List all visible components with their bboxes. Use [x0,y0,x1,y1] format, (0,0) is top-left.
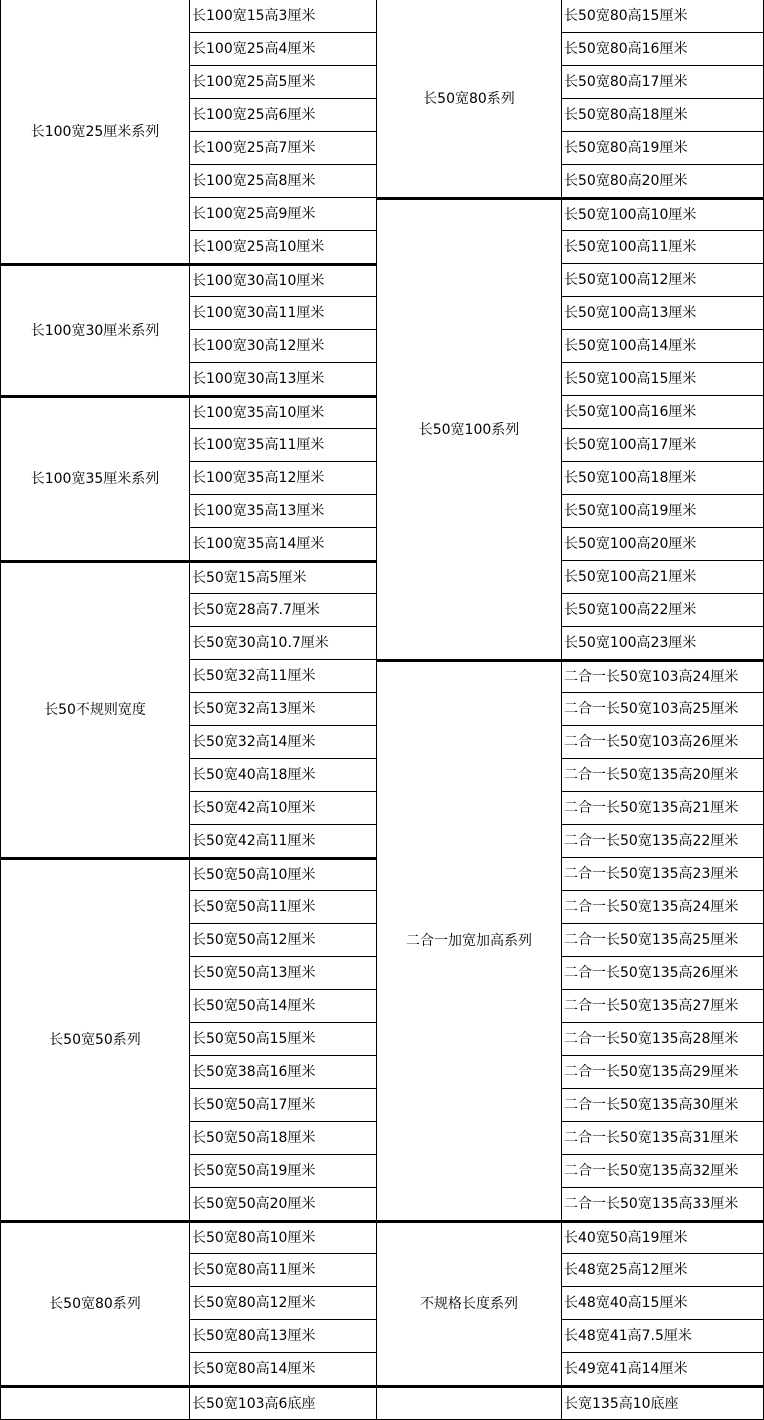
right-spec-cell: 二合一长50宽103高24厘米 [562,660,764,693]
left-spec-cell: 长50宽50高17厘米 [190,1089,377,1122]
right-spec-cell: 二合一长50宽103高26厘米 [562,726,764,759]
right-group-label [377,1386,562,1420]
right-spec-cell: 二合一长50宽135高24厘米 [562,891,764,924]
left-spec-cell: 长50宽50高18厘米 [190,1122,377,1155]
right-spec-cell: 二合一长50宽135高20厘米 [562,759,764,792]
left-spec-cell: 长50宽32高13厘米 [190,693,377,726]
right-spec-cell: 二合一长50宽135高30厘米 [562,1089,764,1122]
right-spec-cell: 长50宽100高16厘米 [562,396,764,429]
right-spec-cell: 长50宽100高17厘米 [562,429,764,462]
right-spec-cell: 二合一长50宽135高31厘米 [562,1122,764,1155]
right-spec-cell: 二合一长50宽135高27厘米 [562,990,764,1023]
right-spec-cell: 长50宽80高17厘米 [562,66,764,99]
left-spec-cell: 长50宽38高16厘米 [190,1056,377,1089]
left-spec-cell: 长100宽35高11厘米 [190,429,377,462]
right-spec-cell: 长48宽41高7.5厘米 [562,1320,764,1353]
right-spec-cell: 二合一长50宽135高22厘米 [562,825,764,858]
left-spec-cell: 长50宽80高10厘米 [190,1221,377,1254]
left-spec-cell: 长50宽80高12厘米 [190,1287,377,1320]
left-spec-cell: 长50宽32高14厘米 [190,726,377,759]
right-spec-cell: 二合一长50宽135高25厘米 [562,924,764,957]
left-spec-cell: 长100宽25高4厘米 [190,33,377,66]
left-group-label [0,1386,190,1420]
right-group-label: 不规格长度系列 [377,1221,562,1386]
left-group-label: 长100宽25厘米系列 [0,0,190,264]
right-spec-cell: 长50宽100高11厘米 [562,231,764,264]
left-spec-cell: 长100宽25高6厘米 [190,99,377,132]
left-spec-cell: 长100宽25高10厘米 [190,231,377,264]
left-spec-cell: 长100宽25高5厘米 [190,66,377,99]
right-spec-cell: 长50宽80高16厘米 [562,33,764,66]
left-spec-cell: 长100宽25高8厘米 [190,165,377,198]
left-spec-cell: 长100宽25高9厘米 [190,198,377,231]
right-spec-cell: 二合一长50宽135高32厘米 [562,1155,764,1188]
right-spec-cell: 二合一长50宽135高26厘米 [562,957,764,990]
left-spec-cell: 长50宽103高6底座 [190,1386,377,1420]
right-spec-cell: 长50宽100高23厘米 [562,627,764,660]
right-group-label: 二合一加宽加高系列 [377,660,562,1221]
right-spec-cell: 长50宽80高20厘米 [562,165,764,198]
left-group-label: 长100宽35厘米系列 [0,396,190,561]
right-group-label: 长50宽80系列 [377,0,562,198]
left-spec-cell: 长50宽42高11厘米 [190,825,377,858]
left-spec-cell: 长50宽50高19厘米 [190,1155,377,1188]
left-spec-cell: 长50宽50高13厘米 [190,957,377,990]
right-spec-cell: 二合一长50宽135高23厘米 [562,858,764,891]
left-spec-cell: 长100宽35高13厘米 [190,495,377,528]
left-spec-cell: 长100宽35高12厘米 [190,462,377,495]
left-spec-cell: 长100宽30高13厘米 [190,363,377,396]
right-group-label: 长50宽100系列 [377,198,562,660]
right-spec-cell: 长50宽80高19厘米 [562,132,764,165]
left-group-label: 长50宽80系列 [0,1221,190,1386]
left-spec-cell: 长50宽30高10.7厘米 [190,627,377,660]
left-spec-cell: 长100宽30高12厘米 [190,330,377,363]
right-spec-cell: 长50宽100高19厘米 [562,495,764,528]
left-spec-cell: 长100宽15高3厘米 [190,0,377,33]
right-spec-cell: 长宽135高10底座 [562,1386,764,1420]
right-spec-cell: 二合一长50宽103高25厘米 [562,693,764,726]
left-spec-cell: 长50宽50高15厘米 [190,1023,377,1056]
right-spec-cell: 长50宽100高12厘米 [562,264,764,297]
right-spec-cell: 长50宽100高18厘米 [562,462,764,495]
right-spec-cell: 二合一长50宽135高28厘米 [562,1023,764,1056]
left-spec-cell: 长100宽30高11厘米 [190,297,377,330]
right-spec-cell: 二合一长50宽135高33厘米 [562,1188,764,1221]
right-spec-cell: 长48宽25高12厘米 [562,1254,764,1287]
left-group-label: 长100宽30厘米系列 [0,264,190,396]
left-spec-cell: 长50宽40高18厘米 [190,759,377,792]
left-spec-cell: 长50宽80高11厘米 [190,1254,377,1287]
left-spec-cell: 长50宽80高14厘米 [190,1353,377,1386]
right-spec-cell: 长50宽100高21厘米 [562,561,764,594]
left-spec-cell: 长100宽35高10厘米 [190,396,377,429]
right-spec-cell: 长50宽100高22厘米 [562,594,764,627]
left-spec-cell: 长100宽35高14厘米 [190,528,377,561]
left-spec-cell: 长50宽42高10厘米 [190,792,377,825]
left-spec-cell: 长50宽50高12厘米 [190,924,377,957]
right-spec-cell: 长40宽50高19厘米 [562,1221,764,1254]
right-spec-cell: 长50宽100高10厘米 [562,198,764,231]
right-spec-cell: 长50宽100高20厘米 [562,528,764,561]
left-spec-cell: 长50宽50高14厘米 [190,990,377,1023]
right-spec-cell: 长50宽80高18厘米 [562,99,764,132]
left-spec-cell: 长50宽50高20厘米 [190,1188,377,1221]
right-spec-cell: 二合一长50宽135高29厘米 [562,1056,764,1089]
left-spec-cell: 长50宽32高11厘米 [190,660,377,693]
left-spec-cell: 长50宽28高7.7厘米 [190,594,377,627]
right-spec-cell: 长50宽100高13厘米 [562,297,764,330]
right-spec-cell: 长50宽100高14厘米 [562,330,764,363]
left-spec-cell: 长50宽80高13厘米 [190,1320,377,1353]
left-spec-cell: 长50宽15高5厘米 [190,561,377,594]
right-spec-cell: 长50宽100高15厘米 [562,363,764,396]
left-spec-cell: 长50宽50高11厘米 [190,891,377,924]
right-spec-cell: 长50宽80高15厘米 [562,0,764,33]
left-spec-cell: 长100宽25高7厘米 [190,132,377,165]
left-group-label: 长50不规则宽度 [0,561,190,858]
right-spec-cell: 长49宽41高14厘米 [562,1353,764,1386]
right-spec-cell: 长48宽40高15厘米 [562,1287,764,1320]
right-spec-cell: 二合一长50宽135高21厘米 [562,792,764,825]
left-spec-cell: 长50宽50高10厘米 [190,858,377,891]
left-group-label: 长50宽50系列 [0,858,190,1221]
left-spec-cell: 长100宽30高10厘米 [190,264,377,297]
